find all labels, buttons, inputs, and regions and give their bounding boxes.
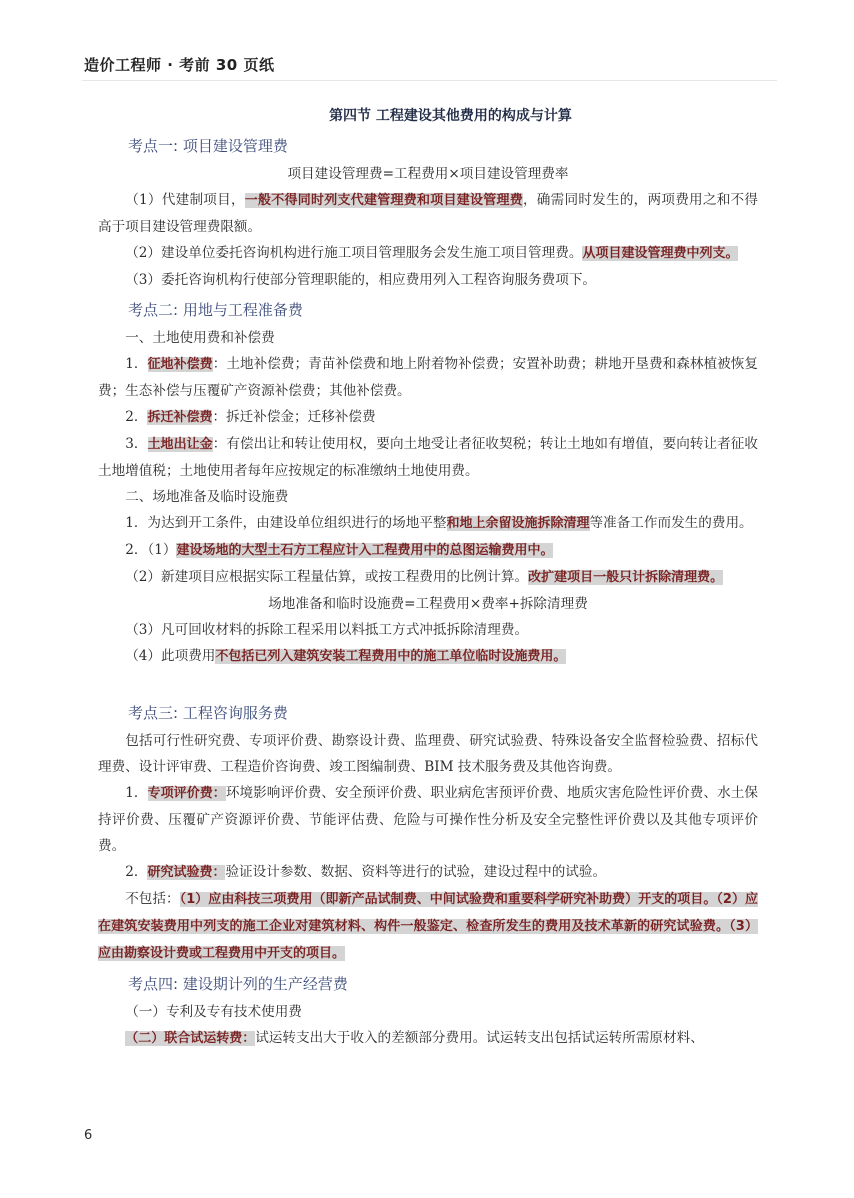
highlight: 从项目建设管理费中列支。: [582, 246, 739, 261]
text: 验证设计参数、数据、资料等进行的试验，建设过程中的试验。: [225, 864, 607, 880]
section-title: 第四节 工程建设其他费用的构成与计算: [329, 108, 572, 124]
highlight: 研究试验费：: [147, 865, 226, 880]
highlight: 改扩建项目一般只计拆除清理费。: [528, 570, 724, 585]
text: ：有偿出让和转让使用权，要向土地受让者征收契税；转让土地如有增值，要向转让者征收土地增值税；土地使用者每年应按规定的标准缴纳土地使用费。: [98, 436, 758, 479]
kp2-item-1: [98, 351, 758, 404]
spacer: [98, 670, 758, 696]
kp2-site-2: [98, 537, 758, 564]
text: 1．: [125, 785, 148, 801]
kp2-site-4: （3）凡可回收材料的拆除工程采用以料抵工方式冲抵拆除清理费。: [125, 622, 529, 638]
text: ，确需同时发生的，两项费用之和不得高于项目建设管理费限额。: [98, 192, 758, 235]
highlight: 和地上余留设施拆除清理: [446, 516, 590, 531]
kp2-site-3: [98, 564, 758, 591]
kp1-para-3: （3）委托咨询机构行使部分管理职能的，相应费用列入工程咨询服务费项下。: [125, 272, 597, 288]
text: 2．: [125, 864, 148, 880]
highlight: 一般不得同时列支代建管理费和项目建设管理费: [244, 193, 523, 208]
kp2-heading: 考点二: 用地与工程准备费: [128, 301, 303, 319]
kp1-para-1: [98, 187, 758, 240]
highlight: 专项评价费：: [147, 786, 226, 801]
header-divider: [82, 80, 777, 81]
highlight: （二）联合试运转费：: [125, 1031, 256, 1046]
text: 2．（1）: [125, 542, 177, 558]
kp2-subheading-2: 二、场地准备及临时设施费: [125, 489, 289, 505]
highlight: （1）应由科技三项费用（即新产品试制费、中间试验费和重要科学研究补助费）开支的项目。（2）应在建筑安装费用中列支的施工企业对建筑材料、构件一般鉴定、检查所发生的费用及技术革新的研究试验费。（3）应由勘察设计费或工程费用中开支的项目。: [98, 892, 758, 961]
kp4-item-1: （一）专利及专有技术使用费: [125, 1004, 302, 1020]
kp4-item-2: [98, 1025, 758, 1052]
text: 等准备工作而发生的费用。: [589, 515, 753, 531]
kp1-formula: 项目建设管理费=工程费用×项目建设管理费率: [287, 166, 569, 182]
kp4-heading: 考点四: 建设期计列的生产经营费: [128, 975, 348, 993]
kp2-site-5: [98, 643, 758, 670]
kp2-site-1: [98, 510, 758, 537]
running-header: 造价工程师 · 考前 30 页纸: [84, 56, 275, 74]
kp3-item-2: [98, 859, 758, 886]
text: （2）建设单位委托咨询机构进行施工项目管理服务会发生施工项目管理费。: [125, 245, 583, 261]
text: 2．: [125, 409, 148, 425]
text: 1．: [125, 356, 148, 372]
kp2-formula: 场地准备和临时设施费=工程费用×费率+拆除清理费: [268, 596, 588, 612]
kp3-heading: 考点三: 工程咨询服务费: [128, 704, 288, 722]
kp3-item-1: [98, 780, 758, 859]
highlight: 不包括已列入建筑安装工程费用中的施工单位临时设施费用。: [215, 649, 567, 664]
text: 不包括：: [125, 891, 180, 907]
document-body: [98, 103, 758, 1052]
text: （4）此项费用: [125, 648, 216, 664]
kp2-item-3: [98, 431, 758, 484]
page-number: 6: [84, 1128, 93, 1143]
kp3-intro: 包括可行性研究费、专项评价费、勘察设计费、监理费、研究试验费、特殊设备安全监督检验费、招标代理费、设计评审费、工程造价咨询费、竣工图编制费、BIM 技术服务费及其他咨询费。: [98, 733, 758, 775]
text: 3．: [125, 436, 148, 452]
highlight: 土地出让金: [147, 437, 213, 452]
highlight: 建设场地的大型土石方工程应计入工程费用中的总图运输费用中。: [176, 543, 554, 558]
kp2-subheading-1: 一、土地使用费和补偿费: [125, 330, 275, 346]
kp1-heading: 考点一: 项目建设管理费: [128, 137, 288, 155]
kp1-para-2: [98, 240, 758, 267]
kp3-exclusions: [98, 886, 758, 967]
text: 环境影响评价费、安全预评价费、职业病危害预评价费、地质灾害危险性评价费、水土保持评价费、压覆矿产资源评价费、节能评估费、危险与可操作性分析及安全完整性评价费以及其他专项评价费。: [98, 785, 758, 854]
text: 试运转支出大于收入的差额部分费用。试运转支出包括试运转所需原材料、: [255, 1030, 704, 1046]
kp2-item-2: [98, 404, 758, 431]
text: ：拆迁补偿金；迁移补偿费: [212, 409, 376, 425]
text: ：土地补偿费；青苗补偿费和地上附着物补偿费；安置补助费；耕地开垦费和森林植被恢复费；生态补偿与压覆矿产资源补偿费；其他补偿费。: [98, 356, 758, 399]
text: 1．为达到开工条件，由建设单位组织进行的场地平整: [125, 515, 447, 531]
text: （1）代建制项目，: [125, 192, 245, 208]
text: （2）新建项目应根据实际工程量估算，或按工程费用的比例计算。: [125, 569, 529, 585]
highlight: 拆迁补偿费: [147, 410, 213, 425]
highlight: 征地补偿费: [147, 357, 213, 372]
